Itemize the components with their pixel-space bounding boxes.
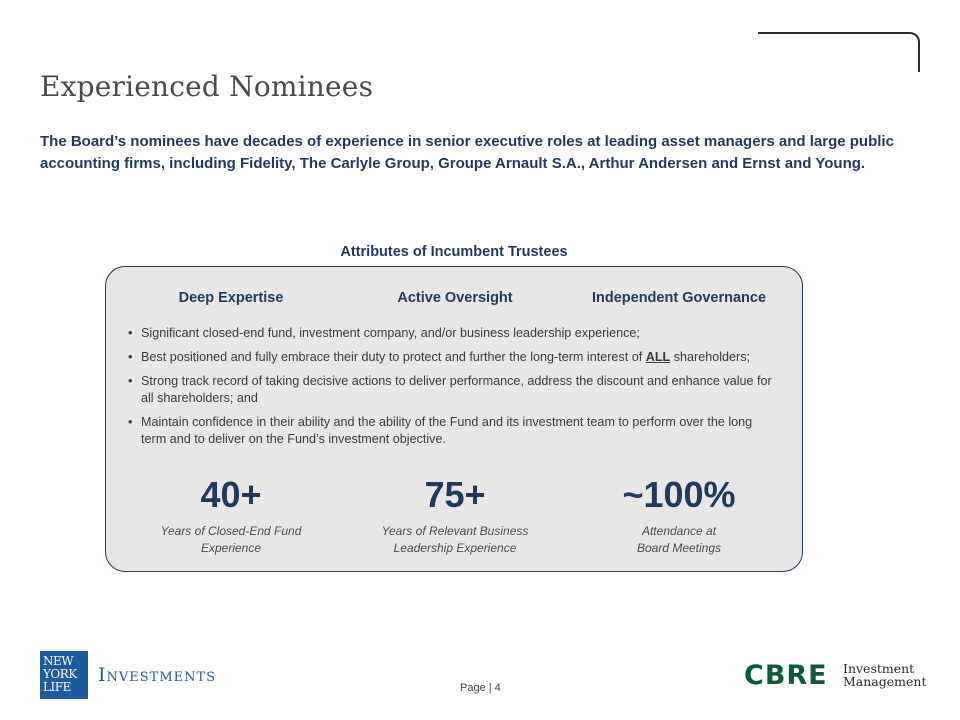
attribute-text-before: Best positioned and fully embrace their duty to protect and further the long-term interest of [141, 350, 646, 364]
column-heading-deep-expertise: Deep Expertise [178, 290, 284, 306]
stat-value: 75+ [424, 474, 486, 515]
intro-paragraph: The Board’s nominees have decades of experience in senior executive roles at leading asset managers and large public accounting firms, including Fidelity, The Carlyle Group, Groupe Arnault S.A., Arthur Andersen and Ernst and Young. [40, 133, 894, 172]
attribute-item [128, 373, 778, 407]
attribute-item [128, 349, 778, 366]
stat-value: 40+ [200, 474, 262, 515]
cbre-logo: CBRE [744, 660, 828, 691]
page-number: Page | 4 [460, 682, 501, 694]
stat-closed-end-years [121, 475, 341, 557]
column-heading-independent-governance: Independent Governance [591, 290, 767, 306]
attribute-list [128, 325, 778, 455]
bullet-marker: • [128, 326, 133, 340]
bullet-marker: • [128, 415, 133, 429]
logo-line: LIFE [43, 680, 71, 694]
stat-value: ~100% [622, 474, 736, 515]
corner-decoration [758, 32, 920, 72]
column-heading-active-oversight: Active Oversight [397, 290, 513, 306]
page-title: Experienced Nominees [40, 70, 374, 103]
attribute-text: Strong track record of taking decisive actions to deliver performance, address the discount and enhance value for all shareholders; and [141, 374, 772, 405]
attribute-item [128, 325, 778, 342]
stat-caption: Years of Relevant Business Leadership Experience [381, 524, 529, 555]
attribute-emphasis: ALL [645, 350, 671, 364]
stat-caption: Attendance at Board Meetings [636, 524, 722, 555]
new-york-life-logo [40, 651, 88, 699]
attribute-text: Maintain confidence in their ability and the ability of the Fund and its investment team to perform over the long term and to deliver on the Fund’s investment objective. [141, 415, 753, 446]
investments-wordmark: Investments [98, 664, 217, 686]
panel-heading: Attributes of Incumbent Trustees [340, 244, 568, 260]
attribute-text-after: shareholders; [670, 350, 751, 364]
stat-business-years [345, 475, 565, 557]
stat-caption: Years of Closed-End Fund Experience [160, 524, 302, 555]
attribute-item [128, 414, 778, 448]
attributes-panel [105, 266, 803, 572]
logo-line: NEW [43, 654, 74, 668]
cbre-investment-management-label: Investment Management [843, 661, 927, 689]
bullet-marker: • [128, 350, 133, 364]
bullet-marker: • [128, 374, 133, 388]
attribute-text: Significant closed-end fund, investment company, and/or business leadership experience; [141, 326, 640, 340]
logo-line: YORK [43, 667, 77, 681]
stat-attendance [569, 475, 789, 557]
